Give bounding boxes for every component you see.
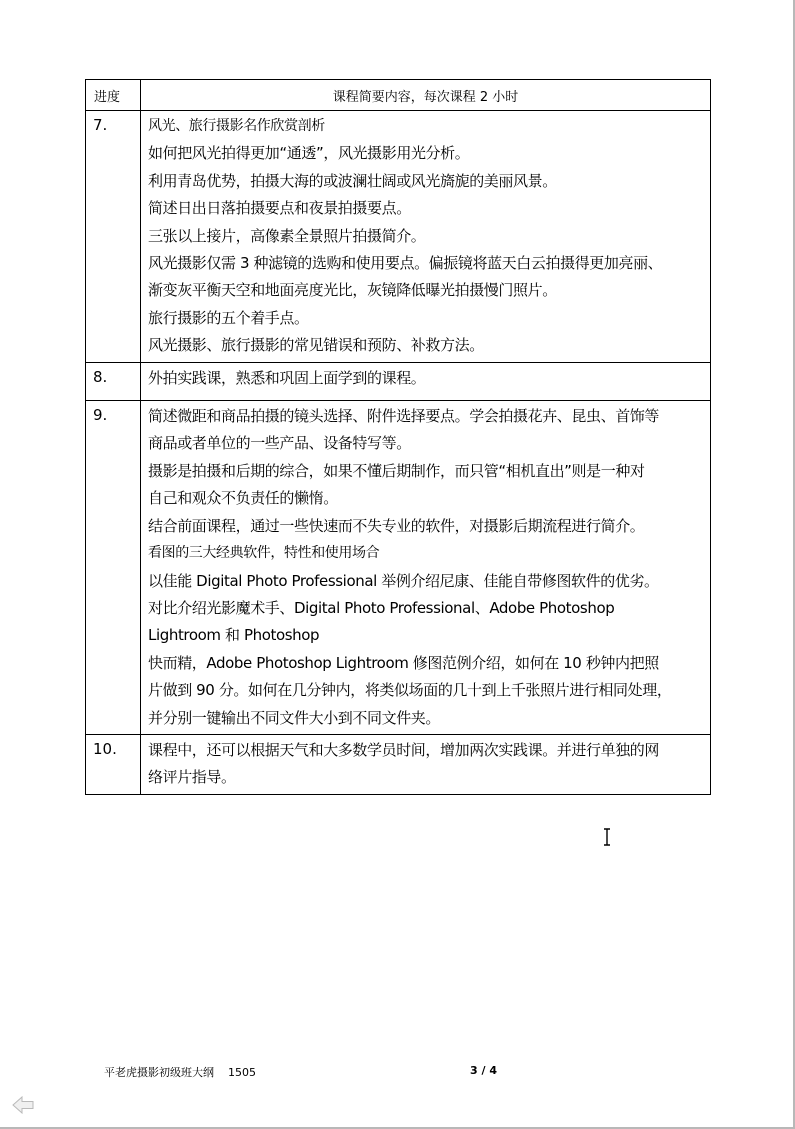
footer-title [104,1064,256,1080]
content-line: 外拍实践课，熟悉和巩固上面学到的课程。 [148,368,426,387]
content-line: 风光摄影、旅行摄影的常见错误和预防、补救方法。 [148,336,484,355]
row-number: 10. [86,734,141,794]
content-line: 以佳能 Digital Photo Professional 举例介绍尼康、佳能自带修图软件的优劣。 [148,571,659,590]
row-content [141,734,711,794]
row-number: 8. [86,362,141,400]
content-line: 并分别一键输出不同文件大小到不同文件夹。 [148,708,441,727]
content-line: 简述微距和商品拍摄的镜头选择、附件选择要点。学会拍摄花卉、昆虫、首饰等 [148,407,660,426]
table-row [86,362,711,400]
content-line: 快而精，Adobe Photoshop Lightroom 修图范例介绍，如何在 10 秒钟内把照 [148,653,659,672]
row-content [141,362,711,400]
content-line: 自己和观众不负责任的懒惰。 [148,489,338,508]
row-number: 7. [86,111,141,363]
content-line: 利用青岛优势，拍摄大海的或波澜壮阔或风光旖旎的美丽风景。 [148,171,557,190]
content-line: Lightroom 和 Photoshop [148,626,320,645]
table-row [86,111,711,363]
page-number: 3 / 4 [470,1064,497,1077]
content-line: 商品或者单位的一些产品、设备特写等。 [148,434,411,453]
content-line: 风光、旅行摄影名作欣赏剖析 [148,118,325,134]
back-arrow-icon[interactable] [12,1096,34,1114]
row-content [141,111,711,363]
footer-doc-title: 平老虎摄影初级班大纲 [104,1066,214,1079]
row-content [141,401,711,735]
text-cursor-icon [602,828,612,846]
content-line: 结合前面课程，通过一些快速而不失专业的软件，对摄影后期流程进行简介。 [148,516,645,535]
syllabus-table [85,79,711,795]
content-line: 看图的三大经典软件，特性和使用场合 [148,545,380,562]
header-progress: 进度 [86,80,141,111]
table-row [86,401,711,735]
content-line: 对比介绍光影魔术手、Digital Photo Professional、Adobe Photoshop [148,598,615,617]
content-line: 风光摄影仅需 3 种滤镜的选购和使用要点。偏振镜将蓝天白云拍摄得更加亮丽、 [148,254,663,273]
content-line: 简述日出日落拍摄要点和夜景拍摄要点。 [148,199,411,218]
content-line: 三张以上接片，高像素全景照片拍摄简介。 [148,226,426,245]
row-number: 9. [86,401,141,735]
content-line: 片做到 90 分。如何在几分钟内，将类似场面的几十到上千张照片进行相同处理， [148,681,672,700]
content-line: 旅行摄影的五个着手点。 [148,308,309,327]
content-line: 络评片指导。 [148,768,236,787]
footer-doc-code: 1505 [228,1066,256,1079]
table-header-row [86,80,711,111]
header-content: 课程简要内容，每次课程 2 小时 [141,80,711,111]
content-line: 摄影是拍摄和后期的综合，如果不懂后期制作，而只管“相机直出”则是一种对 [148,461,645,480]
table-row [86,734,711,794]
content-line: 如何把风光拍得更加“通透”，风光摄影用光分析。 [148,144,470,163]
content-line: 渐变灰平衡天空和地面亮度光比，灰镜降低曝光拍摄慢门照片。 [148,281,557,300]
content-line: 课程中，还可以根据天气和大多数学员时间，增加两次实践课。并进行单独的网 [148,740,660,759]
